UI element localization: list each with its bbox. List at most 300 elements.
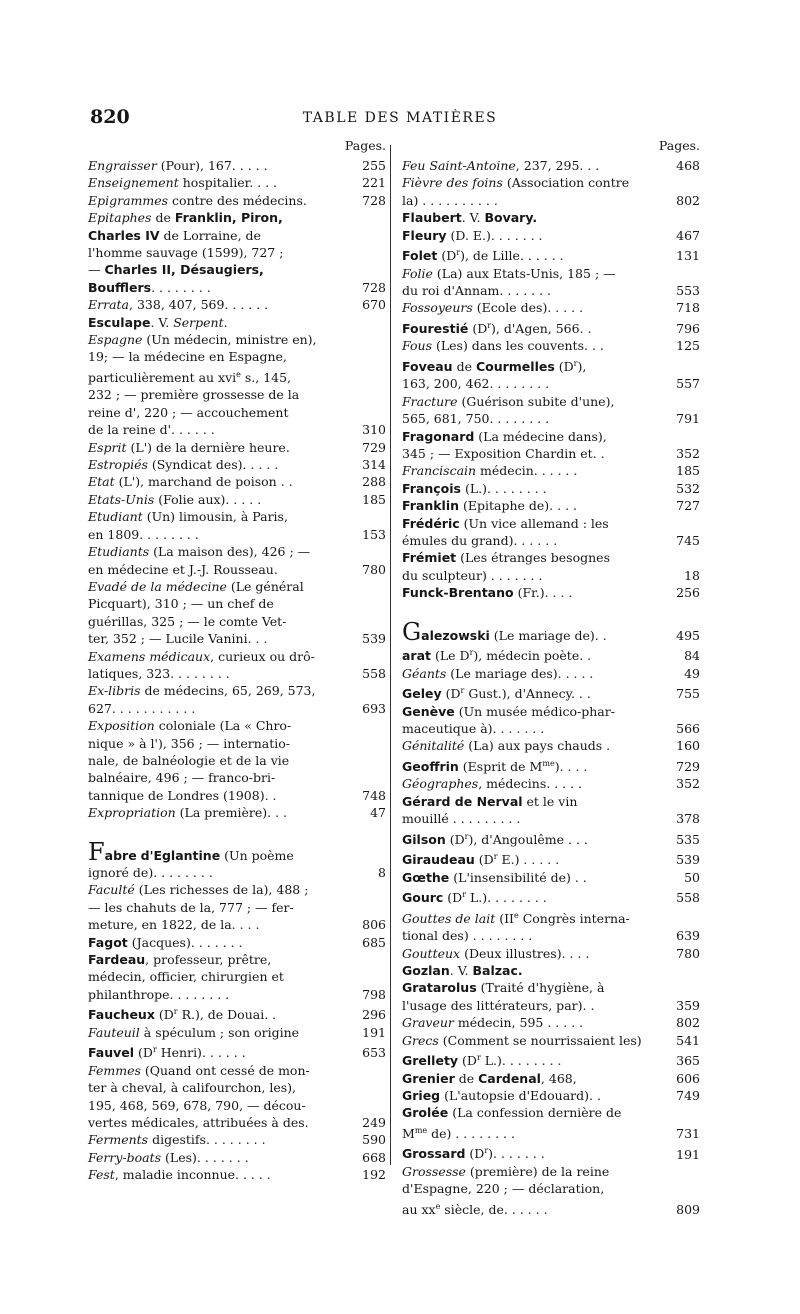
- entry-keyword: Grenier: [402, 1070, 455, 1086]
- entry-text: médecin, 595 . . . . .: [453, 1015, 584, 1031]
- entry-text: de) . . . . . . . .: [427, 1126, 515, 1141]
- entry-line: [402, 317, 670, 338]
- page-reference: 729: [362, 439, 386, 455]
- page-reference: 780: [362, 561, 386, 577]
- page-reference: 256: [676, 585, 700, 601]
- entry-keyword: Franklin, Piron,: [174, 210, 283, 226]
- entry-text: 163, 200, 462. . . . . . . .: [402, 376, 550, 392]
- entry-line: [88, 421, 356, 438]
- entry-keyword: Grossard: [402, 1146, 466, 1162]
- index-entry: [88, 682, 386, 717]
- page-reference: 558: [676, 890, 700, 906]
- entry-text: —: [88, 262, 105, 278]
- entry-keyword: Ex-libris: [88, 683, 141, 699]
- page-reference: 221: [362, 175, 386, 191]
- entry-line: [88, 837, 356, 866]
- index-entry: [88, 543, 386, 578]
- entry-keyword: Estropiés: [88, 457, 148, 473]
- entry-line: [402, 907, 670, 928]
- entry-text: , 468,: [540, 1070, 577, 1086]
- entry-keyword: Genève: [402, 703, 455, 719]
- entry-line: [402, 445, 670, 462]
- entry-text: (D: [437, 248, 457, 264]
- page-reference: 255: [362, 158, 386, 173]
- entry-text: de: [151, 210, 175, 226]
- entry-keyword: Giraudeau: [402, 852, 475, 868]
- entry-line: [88, 804, 356, 821]
- entry-text: latiques, 323. . . . . . . .: [88, 665, 230, 681]
- entry-text: L.). . . . . . . .: [480, 1053, 562, 1069]
- entry-line: [88, 296, 356, 313]
- index-entry: [88, 578, 386, 648]
- index-entry: [402, 244, 700, 265]
- page-reference: 685: [362, 934, 386, 950]
- entry-line: [88, 366, 356, 387]
- entry-keyword: Evadé de la médecine: [88, 578, 227, 594]
- entry-text: vertes médicales, attribuées à des.: [88, 1115, 309, 1130]
- page-reference: 47: [370, 805, 386, 821]
- entry-keyword: Gérard de Nerval: [402, 793, 523, 809]
- entry-line: [88, 227, 356, 244]
- entry-text: (Ecole des). . . . .: [472, 300, 584, 316]
- entry-line: [88, 864, 356, 881]
- entry-text: , professeur, prêtre,: [145, 952, 272, 968]
- entry-keyword: Fragonard: [402, 428, 475, 444]
- entry-text: philanthrope. . . . . . . .: [88, 986, 230, 1002]
- entry-text: (D: [443, 890, 463, 906]
- page-reference: 653: [362, 1045, 386, 1061]
- entry-text: Picquart), 310 ; — un chef de: [88, 596, 274, 612]
- entry-text: en 1809. . . . . . . .: [88, 526, 199, 542]
- entry-keyword: Bovary.: [484, 210, 538, 226]
- entry-line: [402, 703, 670, 720]
- entry-keyword: Grieg: [402, 1088, 441, 1104]
- entry-line: [402, 1032, 670, 1049]
- entry-line: [88, 700, 356, 717]
- entry-keyword: Enseignement: [88, 175, 179, 191]
- entry-line: [402, 244, 670, 265]
- entry-text: (Pour), 167. . . . .: [156, 158, 268, 173]
- page-reference: 693: [362, 700, 386, 716]
- entry-keyword: Geoffrin: [402, 758, 459, 774]
- entry-text: , 237, 295. . .: [515, 158, 600, 173]
- entry-text: l'usage des littérateurs, par). .: [402, 997, 595, 1013]
- entry-text: r: [484, 1146, 489, 1156]
- entry-text: . . . . . . . .: [151, 279, 211, 295]
- entry-list-left: [88, 157, 386, 1184]
- entry-text: (D: [554, 358, 574, 374]
- entry-text: guérillas, 325 ; — le comte Vet-: [88, 613, 287, 629]
- index-entry: [402, 1142, 700, 1163]
- entry-line: [402, 375, 670, 392]
- page-reference: 802: [676, 192, 700, 208]
- entry-text: (L'autopsie d'Edouard). .: [440, 1088, 601, 1104]
- index-entry: [88, 717, 386, 804]
- entry-text: particulièrement au xvi: [88, 370, 237, 386]
- entry-keyword: Fous: [402, 338, 432, 354]
- page-reference: 553: [676, 283, 700, 298]
- index-entry: [402, 1070, 700, 1087]
- entry-keyword: Charles II, Désaugiers,: [104, 262, 264, 278]
- entry-line: [402, 1014, 670, 1031]
- entry-line: [88, 473, 356, 490]
- entry-text: (D. E.). . . . . . .: [446, 227, 543, 243]
- index-entry: [88, 951, 386, 1003]
- entry-keyword: Gouttes de lait: [402, 910, 496, 926]
- entry-text: (L') de la dernière heure.: [126, 439, 290, 455]
- page-reference: 84: [684, 648, 700, 664]
- index-entry: [402, 227, 700, 244]
- index-entry: [402, 1104, 700, 1142]
- entry-text: F: [88, 837, 105, 866]
- entry-keyword: Frémiet: [402, 550, 457, 566]
- entry-keyword: Epigrammes: [88, 192, 169, 208]
- entry-text: (Folie aux). . . . .: [154, 491, 262, 507]
- index-entry: [402, 682, 700, 703]
- entry-keyword: Fleury: [402, 227, 447, 243]
- index-entry: [88, 1024, 386, 1041]
- page-reference: 125: [676, 338, 700, 354]
- entry-text: médecin, officier, chirurgien et: [88, 969, 284, 985]
- entry-line: [402, 737, 670, 754]
- entry-keyword: Funck-Brentano: [402, 585, 514, 601]
- entry-keyword: Etats-Unis: [88, 491, 155, 507]
- entry-line: [88, 1166, 356, 1183]
- entry-text: (Les). . . . . . .: [161, 1149, 249, 1165]
- entry-keyword: Gilson: [402, 831, 446, 847]
- entry-text: ),: [577, 358, 587, 374]
- index-entry: [402, 907, 700, 945]
- page-reference: 541: [676, 1032, 700, 1048]
- index-entry: [88, 1131, 386, 1148]
- entry-text: . V.: [461, 210, 485, 226]
- entry-line: [88, 682, 356, 699]
- entry-text: (D: [474, 852, 494, 868]
- entry-text: balnéaire, 496 ; — franco-bri-: [88, 770, 276, 786]
- index-entry: [88, 934, 386, 951]
- entry-line: [88, 735, 356, 752]
- index-entry: [402, 617, 700, 646]
- entry-text: ), de Lille. . . . . .: [460, 248, 564, 264]
- entry-keyword: Fracture: [402, 393, 458, 409]
- entry-keyword: Geley: [402, 686, 442, 702]
- page-reference: 728: [362, 279, 386, 295]
- entry-text: (Traité d'hygiène, à: [476, 980, 605, 996]
- index-entry: [88, 1166, 386, 1183]
- entry-line: [402, 584, 670, 601]
- entry-line: [402, 480, 670, 497]
- entry-line: [88, 1114, 356, 1131]
- entry-text: s., 145,: [240, 370, 292, 386]
- entry-line: [402, 265, 670, 282]
- index-entry: [88, 473, 386, 490]
- page-reference: 670: [362, 297, 386, 313]
- index-entry: [402, 828, 700, 849]
- entry-keyword: Fagot: [88, 934, 128, 950]
- entry-line: [88, 348, 356, 365]
- entry-keyword: Fardeau: [88, 952, 146, 968]
- entry-keyword: Graveur: [402, 1015, 454, 1031]
- entry-line: [402, 1180, 670, 1197]
- entry-text: — les chahuts de la, 777 ; — fer-: [88, 899, 294, 915]
- entry-line: [402, 720, 670, 737]
- entry-text: (Les) dans les couvents. . .: [431, 338, 604, 354]
- page-reference: 49: [684, 665, 700, 681]
- index-entry: [402, 737, 700, 754]
- entry-text: de médecins, 65, 269, 573,: [140, 683, 316, 699]
- entry-keyword: Ferry-boats: [88, 1149, 162, 1165]
- entry-text: 565, 681, 750. . . . . . . .: [402, 411, 550, 427]
- entry-keyword: Expropriation: [88, 805, 176, 821]
- entry-line: [402, 927, 670, 944]
- index-entry: [402, 962, 700, 979]
- entry-line: [88, 314, 356, 331]
- page-reference: 590: [362, 1132, 386, 1148]
- entry-text: (Le mariage de). .: [489, 627, 607, 643]
- entry-text: à spéculum ; son origine: [139, 1024, 300, 1040]
- entry-line: [88, 613, 356, 630]
- entry-line: [88, 881, 356, 898]
- entry-keyword: Fossoyeurs: [402, 300, 473, 316]
- entry-line: [402, 886, 670, 907]
- entry-text: (Association contre: [502, 175, 630, 191]
- index-entry: [402, 299, 700, 316]
- entry-text: r: [462, 890, 467, 900]
- entry-text: tional des) . . . . . . . .: [402, 928, 533, 944]
- entry-keyword: Femmes: [88, 1062, 141, 1078]
- entry-line: [88, 561, 356, 578]
- index-entry: [88, 1003, 386, 1024]
- entry-text: r: [152, 1045, 157, 1055]
- entry-keyword: Grecs: [402, 1032, 439, 1048]
- entry-text: (Le D: [431, 648, 470, 664]
- index-entry: [402, 665, 700, 682]
- entry-text: (D: [468, 320, 488, 336]
- page-reference: 288: [362, 474, 386, 490]
- page-reference: 668: [362, 1149, 386, 1165]
- entry-keyword: Esculape: [88, 314, 151, 330]
- entry-line: [402, 997, 670, 1014]
- entry-line: [88, 279, 356, 296]
- index-entry: [88, 837, 386, 882]
- entry-text: (La maison des), 426 ; —: [149, 544, 311, 560]
- index-entry: [402, 1163, 700, 1218]
- entry-line: [402, 282, 670, 299]
- entry-text: reine d', 220 ; — accouchement: [88, 404, 289, 420]
- entry-line: [402, 682, 670, 703]
- entry-line: [88, 386, 356, 403]
- entry-keyword: Engraisser: [88, 158, 157, 173]
- index-entry: [88, 174, 386, 191]
- entry-text: r: [460, 686, 465, 695]
- entry-keyword: Franklin: [402, 498, 460, 514]
- page-number: 820: [90, 106, 130, 128]
- entry-line: [402, 515, 670, 532]
- entry-line: [88, 752, 356, 769]
- page-reference: 557: [676, 376, 700, 392]
- entry-text: hospitalier. . . .: [178, 175, 278, 191]
- page-reference: 755: [676, 686, 700, 702]
- entry-text: (Un poème: [220, 847, 294, 863]
- page-reference: 809: [676, 1201, 700, 1217]
- entry-line: [88, 174, 356, 191]
- entry-text: me: [542, 758, 555, 768]
- entry-keyword: Folet: [402, 248, 438, 264]
- entry-text: , médecins. . . . .: [478, 776, 583, 792]
- entry-text: de Lorraine, de: [159, 227, 261, 243]
- page-reference: 352: [676, 776, 700, 792]
- entry-text: (D: [154, 1007, 174, 1023]
- entry-text: de la reine d'. . . . . .: [88, 422, 215, 438]
- page-reference: 359: [676, 997, 700, 1013]
- entry-keyword: Fièvre des foins: [402, 175, 503, 191]
- index-entry: [402, 428, 700, 463]
- entry-text: émules du grand). . . . . .: [402, 533, 558, 548]
- entry-line: [88, 491, 356, 508]
- entry-line: [402, 1049, 670, 1070]
- page-reference: 191: [676, 1146, 700, 1162]
- entry-line: [88, 543, 356, 560]
- entry-keyword: Génitalité: [402, 738, 465, 754]
- entry-text: L.). . . . . . . .: [466, 890, 547, 906]
- entry-line: [88, 456, 356, 473]
- page-reference: 296: [362, 1007, 386, 1023]
- entry-text: (L'insensibilité de) . .: [449, 869, 587, 885]
- page-reference: 748: [362, 787, 386, 803]
- page-reference: 745: [676, 533, 700, 548]
- page-reference: 606: [676, 1070, 700, 1086]
- entry-line: [402, 209, 670, 226]
- entry-text: r: [476, 1053, 481, 1063]
- entry-line: [88, 439, 356, 456]
- column-divider: [390, 145, 391, 1165]
- entry-keyword: Feu Saint-Antoine: [402, 158, 516, 173]
- entry-text: (L'), marchand de poison . .: [114, 474, 293, 490]
- entry-text: (II: [495, 910, 514, 926]
- index-entry: [402, 317, 700, 338]
- page-reference: 8: [378, 865, 386, 880]
- entry-keyword: Exposition: [88, 718, 155, 734]
- index-entry: [88, 296, 386, 313]
- entry-text: meture, en 1822, de la. . . .: [88, 917, 260, 933]
- page-reference: 352: [676, 445, 700, 461]
- index-entry: [88, 209, 386, 296]
- entry-text: (Le général: [226, 578, 304, 594]
- page-reference: 310: [362, 422, 386, 438]
- index-entry: [88, 192, 386, 209]
- entry-text: ter, 352 ; — Lucile Vanini. . .: [88, 631, 268, 647]
- entry-line: [402, 755, 670, 776]
- entry-text: (La première). . .: [175, 805, 288, 821]
- page-reference: 718: [676, 300, 700, 316]
- entry-text: du sculpteur) . . . . . . .: [402, 567, 543, 583]
- index-entry: [402, 945, 700, 962]
- entry-line: [88, 404, 356, 421]
- index-entry: [88, 157, 386, 174]
- index-entry: [402, 337, 700, 354]
- index-entry: [402, 157, 700, 174]
- entry-keyword: Gratarolus: [402, 980, 477, 996]
- entry-text: (Quand ont cessé de mon-: [140, 1062, 310, 1078]
- entry-keyword: Foveau: [402, 358, 453, 374]
- index-entry: [88, 331, 386, 439]
- entry-line: [88, 787, 356, 804]
- entry-keyword: Errata: [88, 297, 130, 313]
- page-reference: 639: [676, 928, 700, 944]
- entry-line: [88, 986, 356, 1003]
- entry-text: 195, 468, 569, 678, 790, — décou-: [88, 1097, 306, 1113]
- entry-text: r: [173, 1007, 178, 1017]
- page-reference: 796: [676, 320, 700, 336]
- entry-text: (D: [465, 1146, 485, 1162]
- index-entry: [402, 848, 700, 869]
- entry-line: [88, 1149, 356, 1166]
- page-reference: 191: [362, 1024, 386, 1040]
- entry-text: Gust.), d'Annecy. . .: [464, 686, 591, 702]
- page-reference: 378: [676, 811, 700, 827]
- entry-text: , maladie inconnue. . . . .: [114, 1167, 271, 1183]
- page-reference: 467: [676, 227, 700, 243]
- pages-column-label: Pages.: [344, 138, 386, 153]
- index-entry: [88, 881, 386, 933]
- entry-keyword: Espagne: [88, 332, 143, 348]
- entry-text: (Syndicat des). . . . .: [147, 457, 279, 473]
- entry-text: (Deux illustres). . . .: [460, 945, 590, 961]
- index-entry: [88, 1041, 386, 1062]
- entry-text: e: [236, 369, 241, 379]
- entry-line: [402, 227, 670, 244]
- index-entry: [402, 644, 700, 665]
- entry-text: (Les étranges besognes: [456, 550, 610, 566]
- entry-text: (Le mariage des). . . . .: [446, 665, 594, 681]
- page-reference: 566: [676, 720, 700, 736]
- entry-keyword: Grolée: [402, 1105, 449, 1121]
- index-entry: [88, 439, 386, 456]
- entry-text: (Un médecin, ministre en),: [142, 332, 317, 348]
- entry-line: [88, 717, 356, 734]
- entry-keyword: alezowski: [421, 627, 490, 643]
- entry-text: 627. . . . . . . . . . .: [88, 700, 196, 716]
- page-reference: 495: [676, 627, 700, 643]
- entry-text: maceutique à). . . . . . .: [402, 720, 545, 736]
- entry-line: [88, 916, 356, 933]
- entry-line: [88, 665, 356, 682]
- entry-text: (La médecine dans),: [474, 428, 607, 444]
- entry-text: e: [513, 910, 519, 920]
- entry-text: de: [452, 358, 476, 374]
- page-reference: 18: [684, 567, 700, 583]
- entry-text: (Un musée médico-phar-: [454, 703, 615, 719]
- entry-text: (Guérison subite d'une),: [457, 393, 615, 409]
- entry-line: [88, 508, 356, 525]
- entry-text: r: [573, 358, 578, 368]
- entry-text: Henri). . . . . .: [156, 1045, 246, 1061]
- index-entry: [88, 648, 386, 683]
- letter-section-gap: [402, 602, 700, 624]
- entry-text: nique » à l'), 356 ; — internatio-: [88, 735, 290, 751]
- letter-section-gap: [88, 822, 386, 844]
- entry-line: [402, 1142, 670, 1163]
- entry-text: de: [454, 1070, 479, 1086]
- entry-line: [88, 1041, 356, 1062]
- entry-text: (L.). . . . . . . .: [460, 480, 547, 496]
- index-entry: [402, 549, 700, 584]
- entry-line: [402, 428, 670, 445]
- entry-line: [88, 1062, 356, 1079]
- entry-text: médecin. . . . . .: [476, 463, 578, 479]
- entry-text: en médecine et J.-J. Rousseau.: [88, 561, 278, 577]
- entry-keyword: Flaubert: [402, 210, 462, 226]
